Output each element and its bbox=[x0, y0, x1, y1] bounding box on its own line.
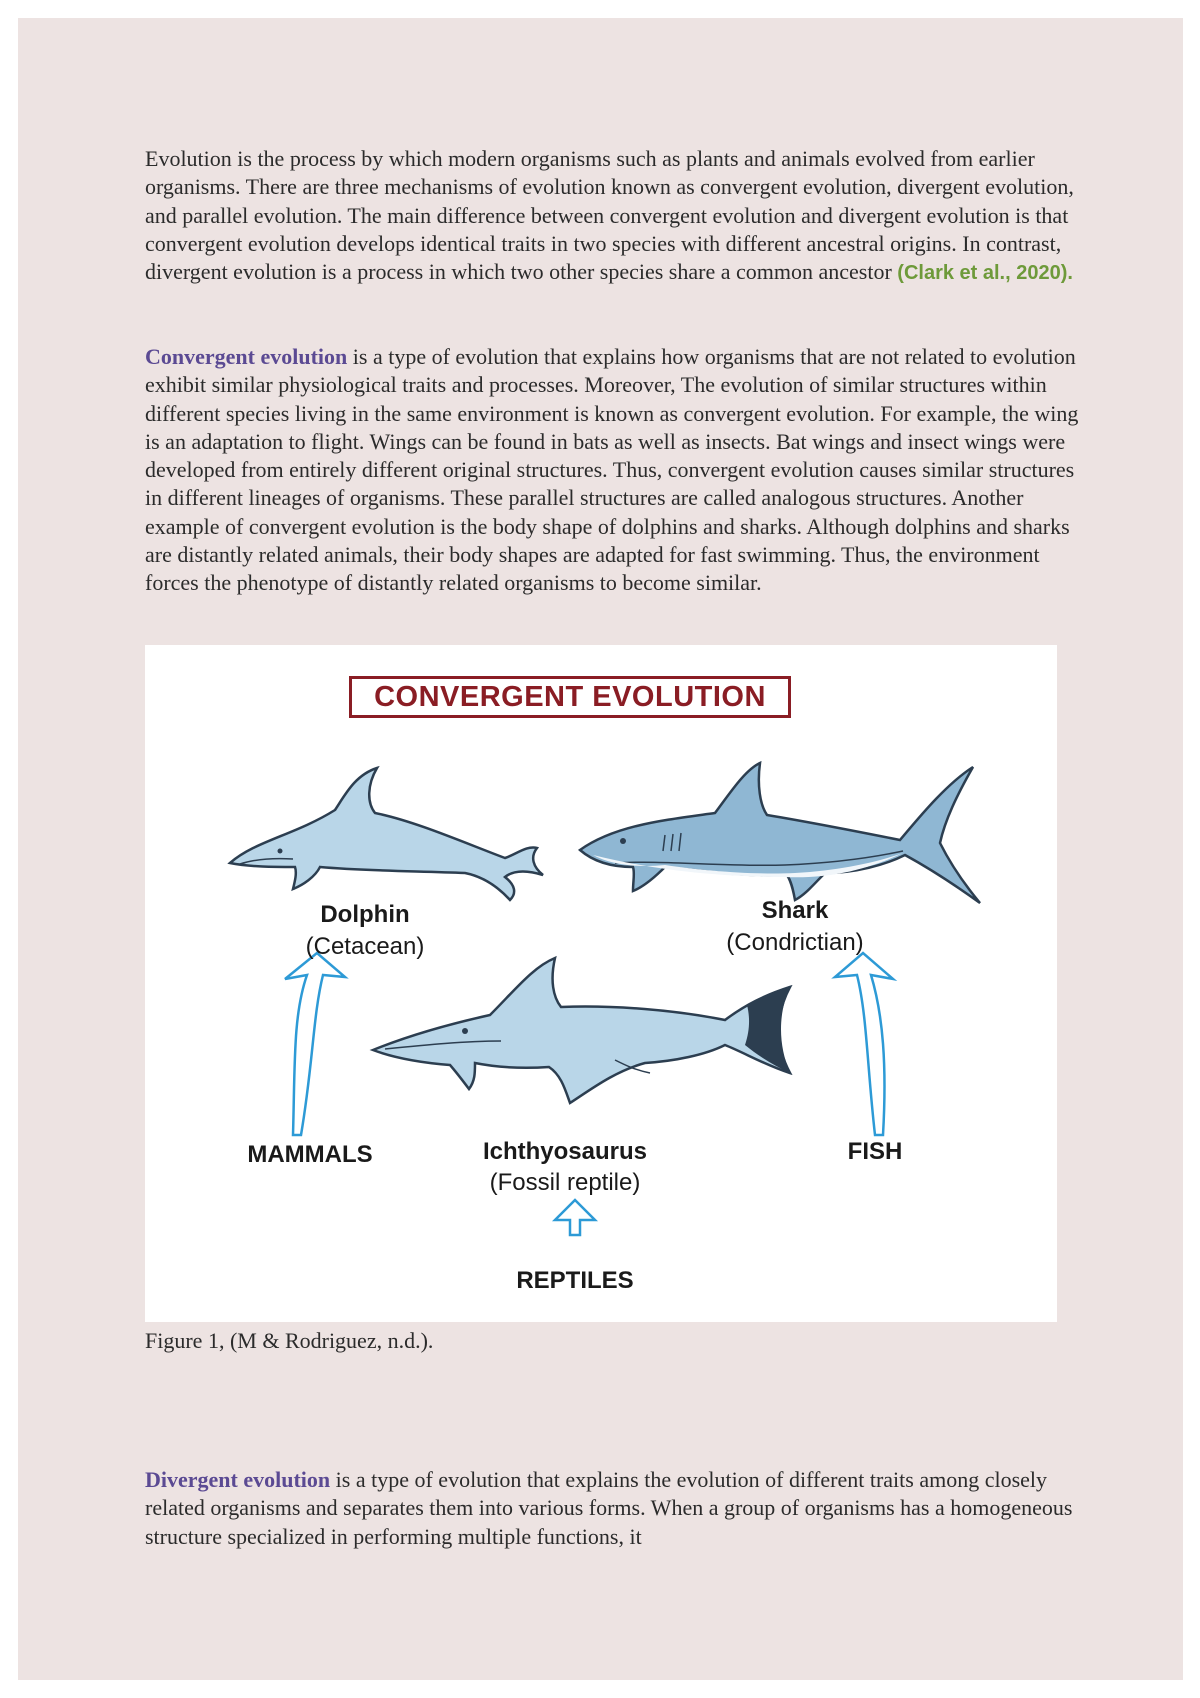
convergent-evolution-figure bbox=[145, 645, 1057, 1322]
figure-title: CONVERGENT EVOLUTION bbox=[349, 676, 791, 718]
document-page bbox=[18, 18, 1183, 1680]
figure-caption: Figure 1, (M & Rodriguez, n.d.). bbox=[145, 1328, 434, 1353]
ichthyosaurus-sublabel: (Fossil reptile) bbox=[489, 1169, 641, 1196]
convergent-text: is a type of evolution that explains how organisms that are not related to evolution exhibit similar physiological traits and processes. Moreover, The evolution of similar structures within different species living in the same environment is known as convergent evolution. For example, the wing is an adaptation to flight. Wings can be found in bats as well as insects. Bat wings and insect wings were developed from entirely different original structures. Thus, convergent evolution causes similar structures in different lineages of organisms. These parallel structures are called analogous structures. Another example of convergent evolution is the body shape of dolphins and sharks. Although dolphins and sharks are distantly related animals, their body shapes are adapted for fast swimming. Thus, the environment forces the phenotype of distantly related organisms to become similar. bbox=[145, 344, 1079, 596]
shark-illustration bbox=[580, 763, 980, 903]
figure-illustration bbox=[145, 645, 1057, 1322]
divergent-text: is a type of evolution that explains the evolution of different traits among closely related organisms and separates them into various forms. When a group of organisms has a homogeneous structure specialized in performing multiple functions, it bbox=[145, 1467, 1073, 1549]
intro-paragraph bbox=[145, 145, 1080, 287]
dolphin-sublabel: (Cetacean) bbox=[305, 933, 425, 960]
dolphin-illustration bbox=[230, 768, 543, 900]
mammals-arrow bbox=[285, 953, 345, 1135]
convergent-term: Convergent evolution bbox=[145, 344, 348, 369]
reptiles-label: REPTILES bbox=[516, 1267, 634, 1294]
divergent-paragraph bbox=[145, 1466, 1080, 1551]
citation-link[interactable]: (Clark et al., 2020). bbox=[897, 262, 1073, 285]
fish-arrow bbox=[835, 953, 893, 1135]
shark-sublabel: (Condrictian) bbox=[726, 929, 864, 956]
reptiles-arrow bbox=[555, 1200, 595, 1235]
ichthyosaurus-illustration bbox=[373, 958, 790, 1103]
ichthyosaurus-label: Ichthyosaurus bbox=[482, 1138, 648, 1165]
convergent-paragraph bbox=[145, 343, 1080, 598]
dolphin-label: Dolphin bbox=[320, 901, 410, 928]
shark-label: Shark bbox=[761, 897, 829, 924]
divergent-term: Divergent evolution bbox=[145, 1467, 331, 1492]
fish-label: FISH bbox=[847, 1138, 903, 1165]
intro-text: Evolution is the process by which modern organisms such as plants and animals evolved from earlier organisms. There are three mechanisms of evolution known as convergent evolution, divergent evolution, and parallel evolution. The main difference between convergent evolution and divergent evolution is that convergent evolution develops identical traits in two species with different ancestral origins. In contrast, divergent evolution is a process in which two other species share a common ancestor bbox=[145, 146, 1074, 285]
mammals-label: MAMMALS bbox=[247, 1141, 373, 1168]
